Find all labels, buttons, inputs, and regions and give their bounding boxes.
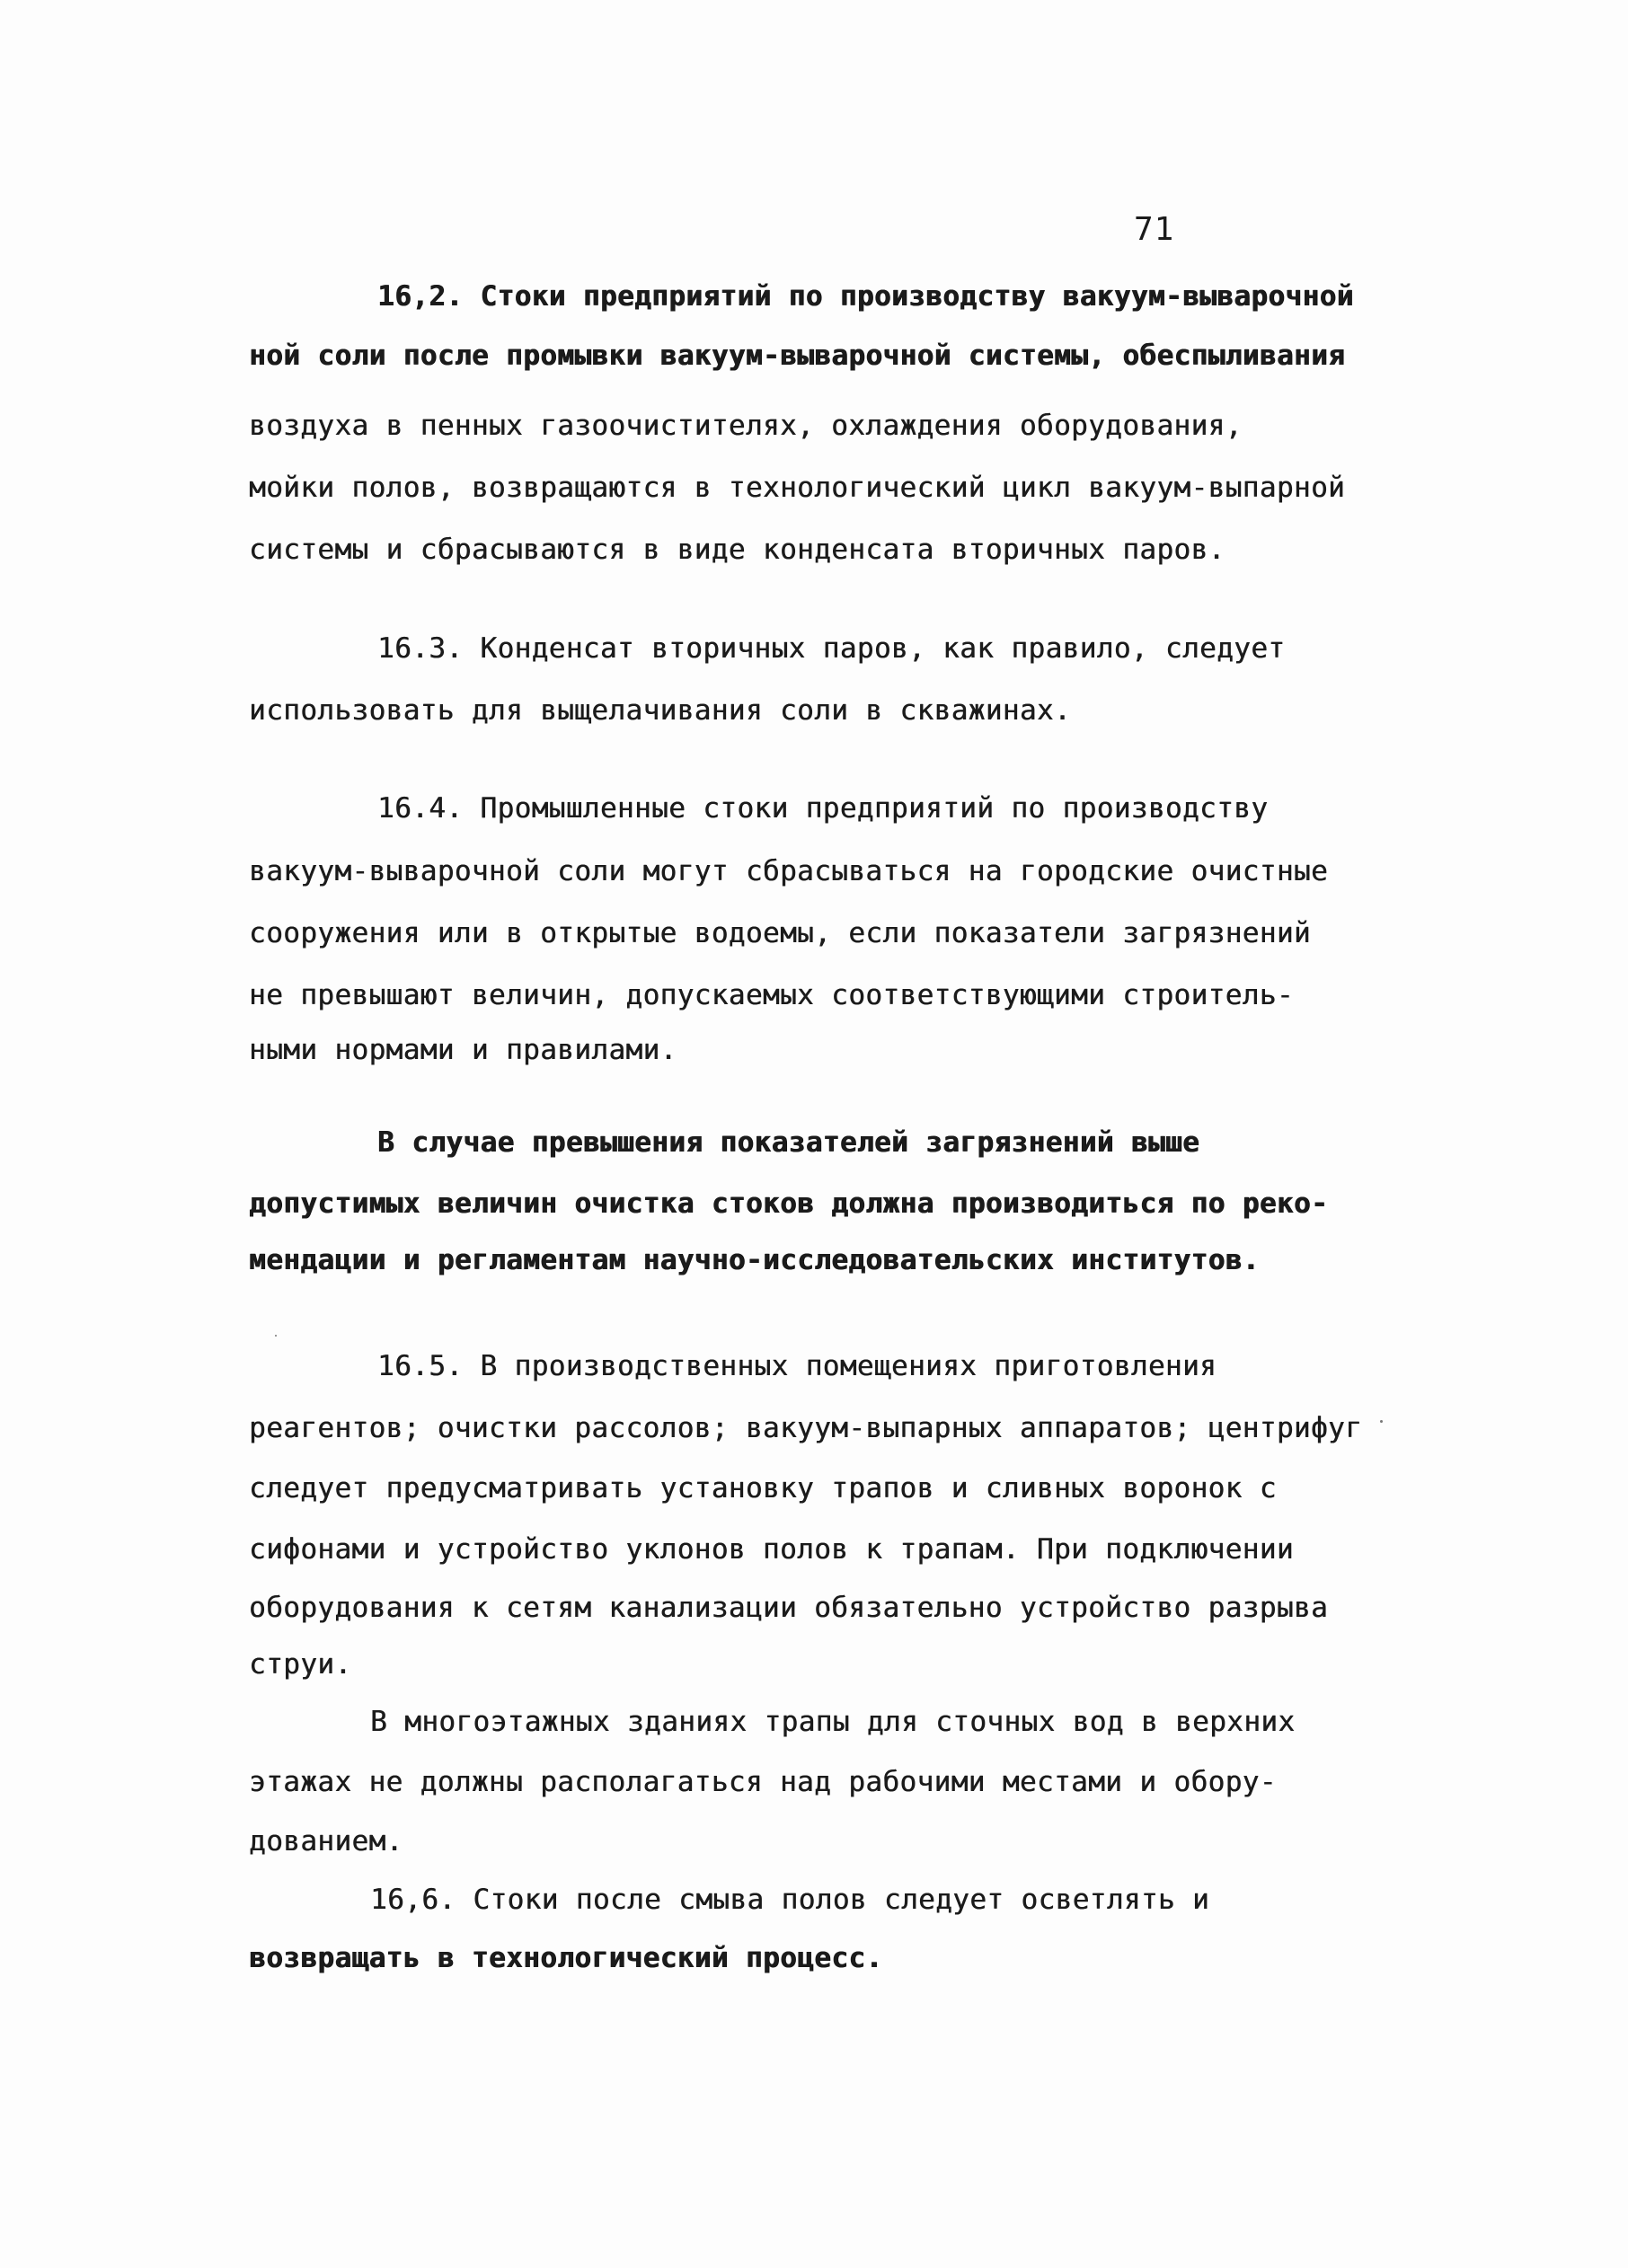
paragraph-16-3-line-1: 16.3. Конденсат вторичных паров, как правило, следует [377, 632, 1286, 665]
scan-speck [1380, 1420, 1383, 1423]
paragraph-16-4-line-3: сооружения или в открытые водоемы, если показатели загрязнений [249, 917, 1311, 949]
paragraph-16-5-line-2: реагентов; очистки рассолов; вакуум-выпарных аппаратов; центрифуг [249, 1412, 1363, 1444]
paragraph-16-6-line-1: 16,6. Стоки после смыва полов следует осветлять и [370, 1884, 1210, 1916]
paragraph-16-5-line-5: оборудования к сетям канализации обязательно устройство разрыва [249, 1592, 1329, 1624]
paragraph-16-4b-line-1: В случае превышения показателей загрязнений выше [377, 1126, 1200, 1159]
paragraph-16-5-line-3: следует предусматривать установку трапов и сливных воронок с [249, 1472, 1277, 1505]
paragraph-16-4-line-4: не превышают величин, допускаемых соответствующими строитель- [249, 979, 1294, 1011]
paragraph-16-4b-line-2: допустимых величин очистка стоков должна производиться по реко- [249, 1187, 1329, 1220]
paragraph-16-5-line-4: сифонами и устройство уклонов полов к трапам. При подключении [249, 1533, 1294, 1566]
paragraph-16-4-line-2: вакуум-выварочной соли могут сбрасываться на городские очистные [249, 855, 1329, 887]
paragraph-16-5-line-6: струи. [249, 1648, 352, 1681]
paragraph-16-4b-line-3: мендации и регламентам научно-исследовательских институтов. [249, 1244, 1260, 1276]
paragraph-16-5-line-1: 16.5. В производственных помещениях приготовления [377, 1350, 1217, 1382]
paragraph-16-6-line-2: возвращать в технологический процесс. [249, 1942, 883, 1974]
paragraph-16-2-line-5: системы и сбрасываются в виде конденсата вторичных паров. [249, 534, 1225, 566]
paragraph-16-5b-line-1: В многоэтажных зданиях трапы для сточных вод в верхних [370, 1706, 1296, 1738]
paragraph-16-5b-line-3: дованием. [249, 1825, 403, 1858]
paragraph-16-5b-line-2: этажах не должны располагаться над рабочими местами и обору- [249, 1766, 1277, 1798]
scan-speck [275, 1335, 277, 1337]
page-number: 71 [1134, 211, 1175, 248]
paragraph-16-3-line-2: использовать для выщелачивания соли в скважинах. [249, 694, 1072, 727]
paragraph-16-2-line-2: ной соли после промывки вакуум-выварочной системы, обеспыливания [249, 340, 1346, 372]
paragraph-16-4-line-1: 16.4. Промышленные стоки предприятий по производству [377, 792, 1269, 825]
paragraph-16-2-line-1: 16,2. Стоки предприятий по производству вакуум-выварочной [377, 280, 1354, 313]
paragraph-16-2-line-3: воздуха в пенных газоочистителях, охлаждения оборудования, [249, 410, 1243, 442]
paragraph-16-4-line-5: ными нормами и правилами. [249, 1034, 677, 1066]
paragraph-16-2-line-4: мойки полов, возвращаются в технологический цикл вакуум-выпарной [249, 472, 1346, 504]
